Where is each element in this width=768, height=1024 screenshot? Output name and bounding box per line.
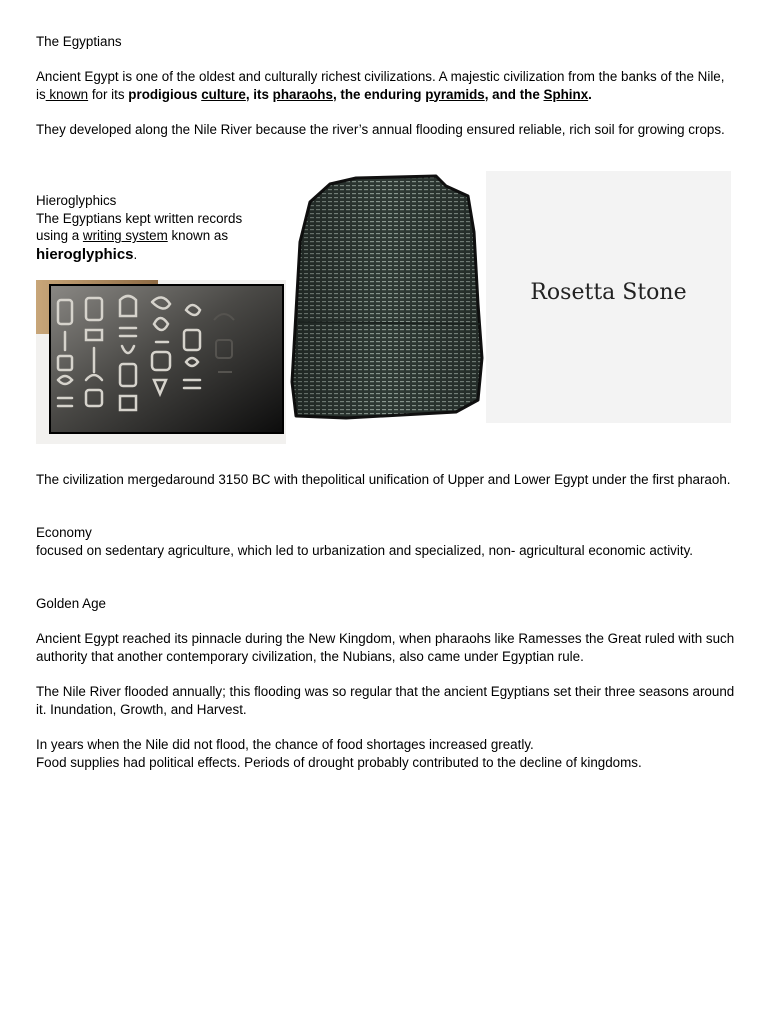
economy-section: [36, 524, 736, 559]
hieroglyphics-term-line: [36, 246, 266, 264]
hieroglyphics-term: hieroglyphics: [36, 245, 134, 263]
link-sphinx[interactable]: Sphinx: [543, 86, 589, 102]
intro-bold-3: , the enduring: [332, 86, 426, 102]
economy-text: focused on sedentary agriculture, which led to urbanization and specialized, non- agricultural economic activity.: [36, 542, 693, 558]
hieroglyphics-period: .: [133, 246, 138, 262]
hieroglyph-carving-image: [36, 280, 286, 444]
intro-bold-1: prodigious: [128, 86, 202, 102]
intro-bold-2: , its: [245, 86, 273, 102]
economy-heading: Economy: [36, 525, 92, 540]
hieroglyphics-heading: Hieroglyphics: [36, 193, 117, 208]
intro-bold-4: , and the: [484, 86, 544, 102]
drought-section: [36, 736, 736, 771]
drought-line-2: Food supplies had political effects. Periods of drought probably contributed to the decline of kingdoms.: [36, 754, 642, 770]
nile-paragraph: They developed along the Nile River because the river’s annual flooding ensured reliable, rich soil for growing crops.: [36, 122, 725, 137]
link-writing-system[interactable]: writing system: [82, 228, 168, 243]
intro-text-2: for its: [88, 86, 129, 102]
rosetta-stone-image: [286, 172, 486, 444]
link-pyramids[interactable]: pyramids: [425, 86, 485, 102]
hieroglyphics-text-2: known as: [167, 228, 229, 243]
link-known[interactable]: known: [45, 86, 89, 102]
intro-bold-5: .: [588, 86, 592, 102]
intro-paragraph: [36, 68, 726, 103]
golden-age-heading: Golden Age: [36, 596, 106, 611]
hieroglyphics-text-1: The Egyptians kept written records using a: [36, 210, 243, 243]
intro-text: Ancient Egypt is one of the oldest and culturally richest civilizations. A majestic civilization from the banks of the Nile, is: [36, 69, 725, 102]
rosetta-label-panel: [486, 171, 731, 423]
document-title: The Egyptians: [36, 34, 122, 49]
golden-age-paragraph: Ancient Egypt reached its pinnacle during the New Kingdom, when pharaohs like Ramesses the Great ruled with such authority that another contemporary civilization, the Nubians, also came under Egyptian rule.: [36, 631, 735, 664]
drought-line-1: In years when the Nile did not flood, the chance of food shortages increased greatly.: [36, 737, 534, 752]
hieroglyphics-section: [36, 192, 266, 263]
civilization-paragraph: The civilization mergedaround 3150 BC with thepolitical unification of Upper and Lower Egypt under the first pharaoh.: [36, 472, 731, 487]
link-pharaohs[interactable]: pharaohs: [272, 86, 333, 102]
hieroglyphics-text: [36, 210, 266, 245]
rosetta-stone-label: Rosetta Stone: [530, 280, 687, 305]
link-culture[interactable]: culture: [201, 86, 246, 102]
flood-paragraph: The Nile River flooded annually; this flooding was so regular that the ancient Egyptians set their three seasons around it. Inundation, Growth, and Harvest.: [36, 684, 735, 717]
